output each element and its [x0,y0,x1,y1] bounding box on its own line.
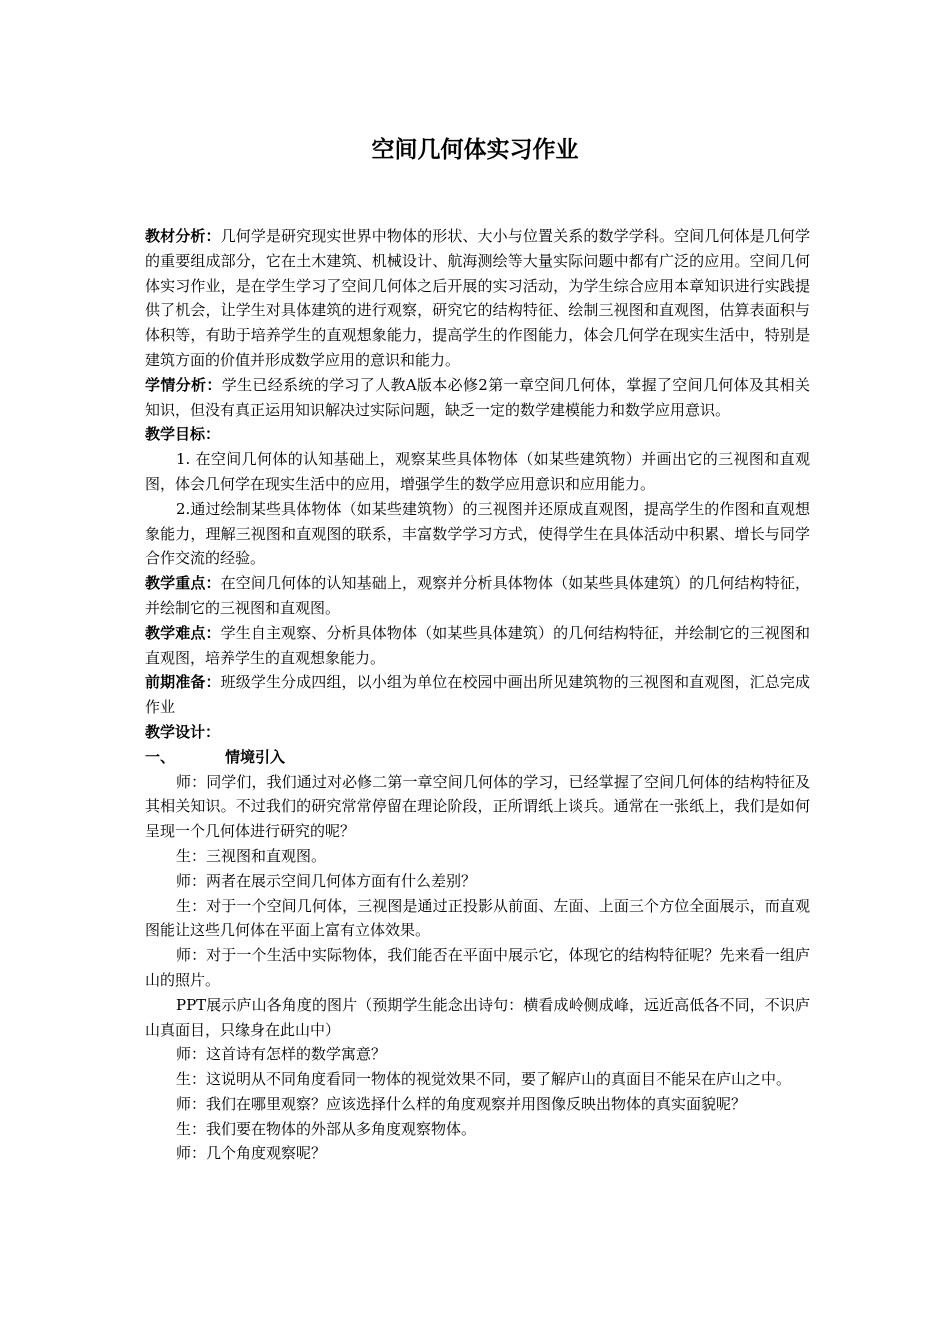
material-analysis-text: 几何学是研究现实世界中物体的形状、大小与位置关系的数学学科。空间几何体是几何学的重要组成部分，它在土木建筑、机械设计、航海测绘等大量实际问题中都有广泛的应用。空间几何体实习作业，是在学生学习了空间几何体之后开展的实习活动，为学生综合应用本章知识进行实践提供了机会，让学生对具体建筑的进行观察，研究它的结构特征、绘制三视图和直观图，估算表面积与体积等，有助于培养学生的直观想象能力，提高学生的作图能力，体会几何学在现实生活中，特别是建筑方面的价值并形成数学应用的意识和能力。 [145,227,810,369]
key-points-label: 教学重点： [145,574,221,593]
section-title: 情境引入 [225,747,286,766]
document-body [145,224,810,1166]
material-analysis-paragraph [145,224,810,373]
dialogue-line: 师：对于一个生活中实际物体，我们能否在平面中展示它，体现它的结构特征呢？先来看一组庐山的照片。 [145,946,810,989]
preparation-paragraph [145,670,810,720]
dialogue-line: 师：两者在展示空间几何体方面有什么差别？ [176,871,477,890]
document-title: 空间几何体实习作业 [371,137,579,163]
dialogue-line: 生：三视图和直观图。 [176,846,327,865]
dialogue-line: PPT展示庐山各角度的图片（预期学生能念出诗句：横看成岭侧成峰，远近高低各不同，不识庐山真面目，只缘身在此山中） [145,995,810,1039]
objective-item: 2.通过绘制某些具体物体（如某些建筑物）的三视图并还原成直观图，提高学生的作图和直观想象能力，理解三视图和直观图的联系，丰富数学学习方式，使得学生在具体活动中积累、增长与同学合作交流的经验。 [145,499,810,568]
dialogue-line: 师：我们在哪里观察？应该选择什么样的角度观察并用图像反映出物体的真实面貌呢？ [176,1094,747,1113]
key-points-text: 在空间几何体的认知基础上，观察并分析具体物体（如某些具体建筑）的几何结构特征，并绘制它的三视图和直观图。 [145,574,810,617]
difficulties-text: 学生自主观察、分析具体物体（如某些具体建筑）的几何结构特征，并绘制它的三视图和直观图，培养学生的直观想象能力。 [145,623,810,667]
difficulties-paragraph [145,621,810,671]
objectives-heading: 教学目标： [145,425,221,444]
design-heading: 教学设计： [145,722,221,741]
student-analysis-text: 学生已经系统的学习了人教A版本必修2第一章空间几何体，掌握了空间几何体及其相关知识，但没有真正运用知识解决过实际问题，缺乏一定的数学建模能力和数学应用意识。 [145,375,810,419]
dialogue-line: 师：同学们，我们通过对必修二第一章空间几何体的学习，已经掌握了空间几何体的结构特征及其相关知识。不过我们的研究常常停留在理论阶段，正所谓纸上谈兵。通常在一张纸上，我们是如何呈现一个几何体进行研究的呢？ [145,772,810,841]
material-analysis-label: 教材分析： [145,227,221,245]
dialogue-line: 师：这首诗有怎样的数学寓意？ [176,1045,387,1064]
dialogue-line: 生：我们要在物体的外部从多角度观察物体。 [176,1119,477,1138]
objective-item: 1. 在空间几何体的认知基础上，观察某些具体物体（如某些建筑物）并画出它的三视图和直观图，体会几何学在现实生活中的应用，增强学生的数学应用意识和应用能力。 [145,450,810,493]
section-number: 一、 [145,747,176,766]
student-analysis-label: 学情分析： [145,375,222,394]
preparation-text: 班级学生分成四组，以小组为单位在校园中画出所见建筑物的三视图和直观图，汇总完成作业 [145,673,810,717]
key-points-paragraph [145,571,810,621]
section-heading [145,745,810,770]
dialogue-line: 师：几个角度观察呢？ [176,1144,327,1163]
difficulties-label: 教学难点： [145,623,221,642]
preparation-label: 前期准备： [145,673,221,692]
student-analysis-paragraph [145,373,810,423]
dialogue-line: 生：这说明从不同角度看同一物体的视觉效果不同，要了解庐山的真面目不能呆在庐山之中。 [176,1070,792,1089]
dialogue-line: 生：对于一个空间几何体，三视图是通过正投影从前面、左面、上面三个方位全面展示，而直观图能让这些几何体在平面上富有立体效果。 [145,896,810,940]
